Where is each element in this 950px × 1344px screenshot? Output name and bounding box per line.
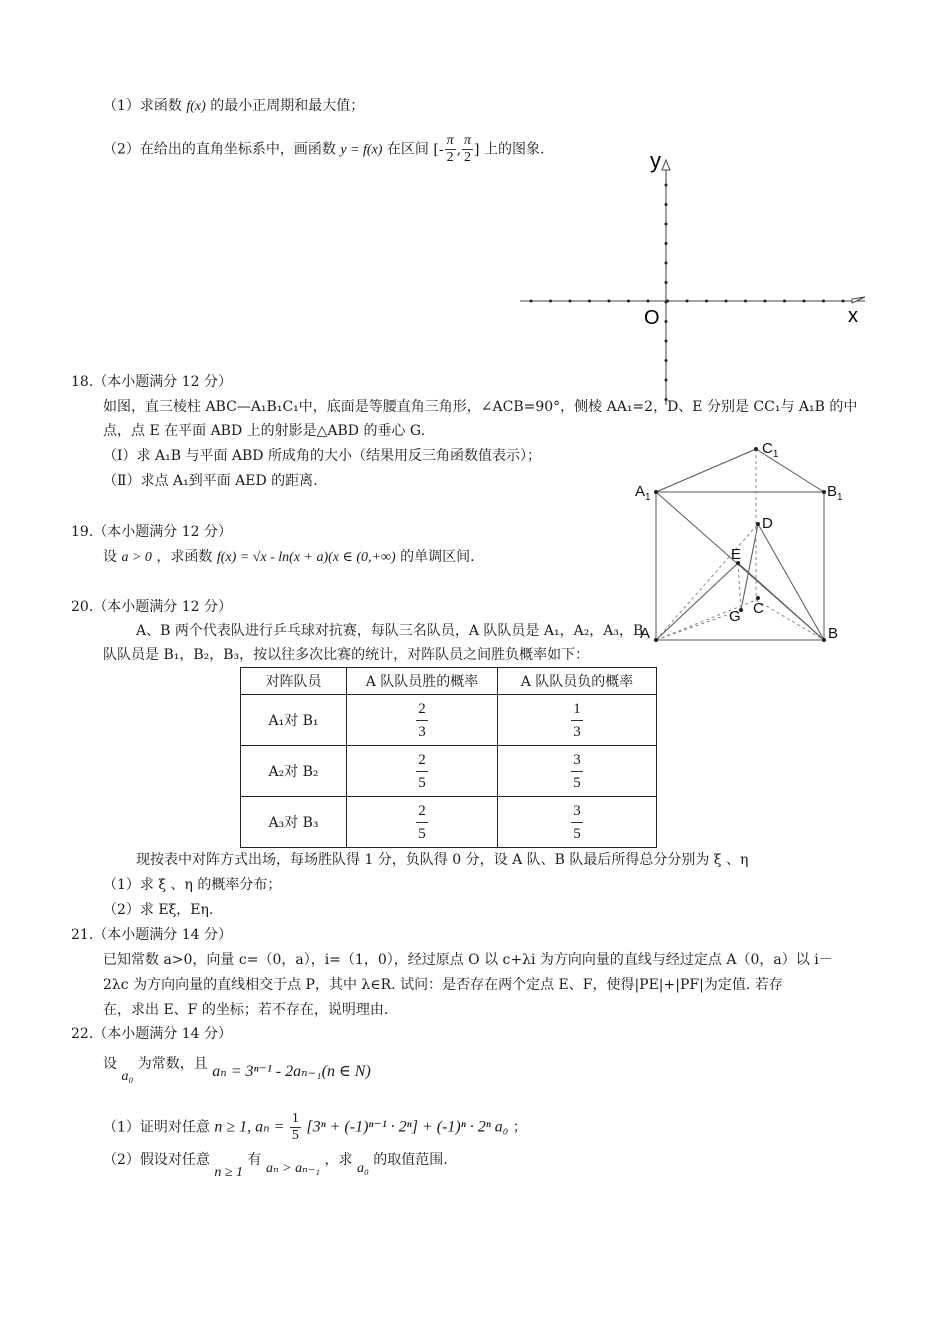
x-arrow-icon [852, 297, 865, 303]
p19-condition: a > 0 [121, 550, 152, 565]
x-tick-dot [725, 300, 728, 303]
p19-text-a: 设 [103, 549, 117, 565]
edge-bd [758, 524, 824, 640]
x-tick-dot [608, 300, 611, 303]
x-axis-label: x [848, 305, 858, 327]
y-tick-dot [665, 340, 668, 343]
y-tick-dot [665, 320, 668, 323]
p20-line4: （1）求 ξ 、η 的概率分布； [103, 877, 282, 893]
probability-table [240, 667, 657, 848]
p18-line2: 点，点 E 在平面 ABD 上的射影是△ABD 的垂心 G. [103, 423, 426, 439]
table-cell-win: $\frac{2}{3}$ [347, 695, 498, 746]
coordinate-system [510, 150, 880, 410]
y-arrow-icon [662, 160, 670, 170]
table-cell-win: $\frac{2}{5}$ [347, 797, 498, 848]
table-cell-pair: A₃对 B₃ [241, 797, 347, 848]
x-tick-dot [822, 300, 825, 303]
p18-line4: （Ⅱ）求点 A₁到平面 AED 的距离. [103, 473, 318, 489]
p21-header: 21.（本小题满分 14 分） [71, 927, 232, 943]
edge-cb [756, 600, 824, 640]
point-b1 [822, 490, 826, 494]
table-row [241, 746, 657, 797]
x-tick-dot [705, 300, 708, 303]
y-tick-dot [665, 359, 668, 362]
x-tick-dot [803, 300, 806, 303]
x-tick-dot [686, 300, 689, 303]
label-g: G [729, 608, 741, 625]
p18-header: 18.（本小题满分 12 分） [71, 374, 232, 390]
p20-header: 20.（本小题满分 12 分） [71, 599, 232, 615]
y-tick-dot [665, 301, 668, 304]
p22-header: 22.（本小题满分 14 分） [71, 1026, 232, 1042]
y-tick-dot [665, 223, 668, 226]
p22-text-g: ，求 [324, 1152, 353, 1168]
p19-text-b: ，求函数 [156, 549, 213, 565]
y-tick-dot [665, 184, 668, 187]
point-a [654, 638, 658, 642]
p22-math-2: [3ⁿ + (-1)ⁿ⁻¹ · 2ⁿ] + (-1)ⁿ · 2ⁿ a₀ [306, 1118, 509, 1136]
x-tick-dot [764, 300, 767, 303]
p19-text-c: 的单调区间. [400, 549, 475, 565]
table-cell-lose: $\frac{1}{3}$ [498, 695, 657, 746]
x-tick-dot [783, 300, 786, 303]
p22-math-1: n ≥ 1, aₙ = [214, 1118, 285, 1136]
x-tick-dot [530, 300, 533, 303]
frac-pi-2-b: $\frac{\pi}{2}$ [464, 133, 472, 165]
frac-pi-2-a: $\frac{\pi}{2}$ [446, 133, 454, 165]
p17-q1-fx: f(x) [186, 99, 206, 114]
p22-line2 [103, 1111, 527, 1144]
table-row [241, 695, 657, 746]
edge-eb [738, 563, 824, 640]
y-tick-dot [665, 262, 668, 265]
p22-text-e: （2）假设对任意 [103, 1152, 210, 1168]
label-c: C [753, 600, 764, 617]
p22-line3 [103, 1150, 448, 1180]
p22-text-a: 设 [103, 1056, 117, 1072]
p17-interval: [- $\frac{\pi}{2}$ , $\frac{\pi}{2}$ ] [433, 133, 480, 165]
table-header: 对阵队员 [241, 668, 347, 695]
edge-a1c1 [656, 449, 756, 492]
p21-line1: 已知常数 a>0，向量 c=（0，a），i=（1，0），经过原点 O 以 c+λi 为方向向量的直线与经过定点 A（0，a）以 i－ [103, 952, 833, 968]
p22-text-d: ； [512, 1119, 527, 1136]
table-cell-win: $\frac{2}{5}$ [347, 746, 498, 797]
p22-math-5: a₀ [356, 1161, 369, 1176]
x-tick-dot [588, 300, 591, 303]
p18-line1: 如图，直三棱柱 ABC—A₁B₁C₁中，底面是等腰直角三角形，∠ACB=90°，侧棱 AA₁=2，D、E 分别是 CC₁与 A₁B 的中 [103, 399, 858, 415]
p17-q2-text3: 上的图象. [483, 141, 545, 158]
label-e: E [731, 546, 742, 563]
p17-q1-text2: 的最小正周期和最大值； [210, 98, 365, 114]
p22-text-f: 有 [247, 1152, 262, 1168]
p17-q2-text: （2）在给出的直角坐标系中，画函数 [103, 141, 336, 158]
table-row [241, 797, 657, 848]
y-tick-dot [665, 242, 668, 245]
p19-header: 19.（本小题满分 12 分） [71, 524, 232, 540]
point-a1 [654, 490, 658, 494]
x-tick-dot [647, 300, 650, 303]
edge-ae [656, 563, 738, 640]
y-tick-dot [665, 379, 668, 382]
p22-line1 [103, 1054, 371, 1084]
table-cell-lose: $\frac{3}{5}$ [498, 797, 657, 848]
x-tick-dot [842, 300, 845, 303]
edge-eg [738, 563, 741, 610]
p19-function: f(x) = √x - ln(x + a)(x ∈ (0,+∞) [216, 550, 396, 565]
p17-q1-text: （1）求函数 [103, 98, 182, 114]
p22-a0: a₀ [121, 1069, 134, 1084]
table-cell-lose: $\frac{3}{5}$ [498, 746, 657, 797]
label-a: A [640, 625, 651, 642]
edge-gd [741, 524, 758, 610]
table-header: A 队队员负的概率 [498, 668, 657, 695]
p21-line3: 在，求出 E、F 的坐标；若不存在，说明理由. [103, 1002, 389, 1018]
p20-line1: A、B 两个代表队进行乒乓球对抗赛，每队三名队员，A 队队员是 A₁，A₂，A₃，B [136, 623, 644, 639]
table-header: A 队队员胜的概率 [347, 668, 498, 695]
p22-recurrence: aₙ = 3ⁿ⁻¹ - 2aₙ₋₁(n ∈ N) [212, 1063, 371, 1080]
label-c1: $C_1$ [762, 440, 779, 460]
x-tick-dot [549, 300, 552, 303]
p20-line2: 队队员是 B₁，B₂，B₃，按以往多次比赛的统计，对阵队员之间胜负概率如下： [103, 647, 590, 663]
p20-line3: 现按表中对阵方式出场，每场胜队得 1 分，负队得 0 分，设 A 队、B 队最后所得总分分别为 ξ 、η [136, 852, 749, 868]
p17-q2-text2: 在区间 [386, 141, 429, 158]
p22-text-h: 的取值范围. [373, 1152, 448, 1168]
point-b [822, 638, 826, 642]
x-tick-dot [569, 300, 572, 303]
point-d [756, 522, 760, 526]
p21-line2: 2λc 为方向向量的直线相交于点 P，其中 λ∈R. 试问：是否存在两个定点 E、F，使得|PE|+|PF|为定值. 若存 [103, 977, 783, 993]
edge-ad [656, 524, 758, 640]
p20-line5: （2）求 Eξ，Eη. [103, 902, 214, 918]
origin-label: O [644, 307, 660, 329]
y-tick-dot [665, 281, 668, 284]
table-cell-pair: A₂对 B₂ [241, 746, 347, 797]
frac-1-5: $\frac{1}{5}$ [291, 1111, 299, 1143]
label-a1: $A_1$ [635, 483, 651, 503]
p17-q2 [103, 133, 544, 166]
p22-math-4: aₙ > aₙ₋₁ [265, 1161, 321, 1176]
x-tick-dot [627, 300, 630, 303]
p18-line3: （Ⅰ）求 A₁B 与平面 ABD 所成角的大小（结果用反三角函数值表示）； [103, 448, 541, 464]
p22-math-3: n ≥ 1 [214, 1165, 244, 1180]
p17-q2-yfx: y = f(x) [340, 142, 383, 158]
x-tick-dot [744, 300, 747, 303]
y-tick-dot [665, 203, 668, 206]
p17-q1 [103, 96, 364, 117]
table-header-row [241, 668, 657, 695]
table-cell-pair: A₁对 B₁ [241, 695, 347, 746]
prism-figure [625, 435, 855, 655]
p19-line1 [103, 547, 475, 568]
label-b: B [828, 625, 839, 642]
label-d: D [762, 515, 773, 532]
label-b1: $B_1$ [827, 483, 843, 503]
p22-text-c: （1）证明对任意 [103, 1119, 210, 1136]
y-axis-label: y [650, 150, 661, 173]
p22-text-b: 为常数，且 [137, 1056, 208, 1072]
point-c1 [754, 447, 758, 451]
